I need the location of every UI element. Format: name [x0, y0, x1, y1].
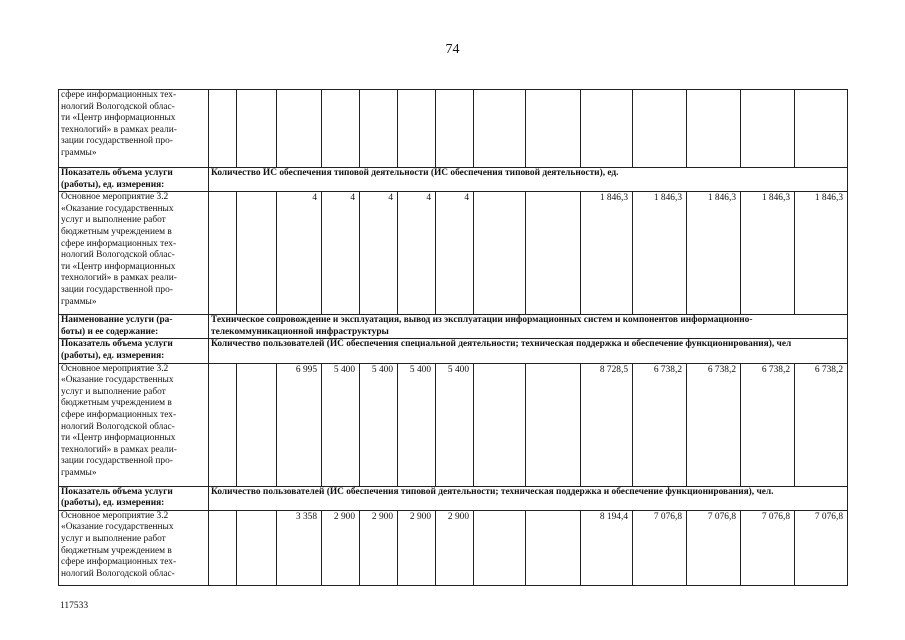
value-cell: 7 076,8	[741, 510, 795, 585]
value-cell	[526, 90, 581, 168]
value-cell: 5 400	[398, 363, 436, 486]
page-number: 74	[445, 42, 460, 57]
value-cell	[237, 363, 277, 486]
value-cell	[322, 90, 360, 168]
value-cell	[687, 90, 741, 168]
table-row	[59, 510, 848, 585]
value-cell	[209, 510, 237, 585]
value-cell: 4	[277, 192, 322, 315]
section-description-cell: Количество пользователей (ИС обеспечения специальной деятельности; техническая поддержка и обеспечение функционирования), чел	[209, 339, 848, 363]
value-cell: 8 728,5	[581, 363, 633, 486]
value-cell	[398, 90, 436, 168]
activity-name-cell: сфере информационных тех- нологий Вологодской облас- ти «Центр информационных технологий» в рамках реали- зации государственной про- граммы»	[59, 90, 209, 168]
value-cell: 3 358	[277, 510, 322, 585]
value-cell: 1 846,3	[741, 192, 795, 315]
value-cell: 4	[322, 192, 360, 315]
value-cell	[474, 363, 526, 486]
value-cell: 7 076,8	[633, 510, 687, 585]
value-cell: 6 738,2	[633, 363, 687, 486]
table-section-header-row	[59, 486, 848, 510]
value-cell	[237, 192, 277, 315]
value-cell: 5 400	[360, 363, 398, 486]
value-cell: 4	[436, 192, 474, 315]
value-cell	[237, 510, 277, 585]
value-cell	[237, 90, 277, 168]
value-cell	[209, 363, 237, 486]
value-cell	[209, 90, 237, 168]
section-label-cell: Показатель объема услуги (работы), ед. измерения:	[59, 486, 209, 510]
value-cell: 6 995	[277, 363, 322, 486]
section-label-cell: Показатель объема услуги (работы), ед. измерения:	[59, 168, 209, 192]
value-cell: 1 846,3	[581, 192, 633, 315]
section-description-cell: Количество пользователей (ИС обеспечения типовой деятельности; техническая поддержка и обеспечение функционирования), чел.	[209, 486, 848, 510]
section-label-cell: Наименование услуги (ра- боты) и ее содержание:	[59, 315, 209, 339]
value-cell: 5 400	[322, 363, 360, 486]
value-cell: 7 076,8	[687, 510, 741, 585]
table-row	[59, 192, 848, 315]
value-cell	[526, 363, 581, 486]
value-cell	[436, 90, 474, 168]
activity-name-cell: Основное мероприятие 3.2 «Оказание государственных услуг и выполнение работ бюджетным учреждением в сфере информационных тех- нологий Вологодской облас-	[59, 510, 209, 585]
value-cell: 6 738,2	[687, 363, 741, 486]
value-cell: 7 076,8	[795, 510, 848, 585]
value-cell: 1 846,3	[795, 192, 848, 315]
table-row	[59, 90, 848, 168]
section-description-cell: Количество ИС обеспечения типовой деятельности (ИС обеспечения типовой деятельности), ед.	[209, 168, 848, 192]
value-cell: 5 400	[436, 363, 474, 486]
value-cell	[360, 90, 398, 168]
value-cell	[209, 192, 237, 315]
value-cell: 2 900	[360, 510, 398, 585]
value-cell	[795, 90, 848, 168]
value-cell: 1 846,3	[687, 192, 741, 315]
value-cell: 2 900	[322, 510, 360, 585]
activity-name-cell: Основное мероприятие 3.2 «Оказание государственных услуг и выполнение работ бюджетным учреждением в сфере информационных тех- нологий Вологодской облас- ти «Центр информационных технологий» в рамках реали- зации государственной про- граммы»	[59, 192, 209, 315]
table-section-header-row	[59, 339, 848, 363]
table-row	[59, 363, 848, 486]
value-cell: 8 194,4	[581, 510, 633, 585]
value-cell: 2 900	[436, 510, 474, 585]
value-cell: 1 846,3	[633, 192, 687, 315]
value-cell: 6 738,2	[741, 363, 795, 486]
value-cell	[474, 510, 526, 585]
value-cell: 4	[360, 192, 398, 315]
value-cell	[581, 90, 633, 168]
value-cell	[474, 192, 526, 315]
value-cell: 4	[398, 192, 436, 315]
section-description-cell: Техническое сопровождение и эксплуатация, вывод из эксплуатации информационных систем и компонентов информационно-телекоммуникационной инфраструктуры	[209, 315, 848, 339]
value-cell: 6 738,2	[795, 363, 848, 486]
value-cell	[474, 90, 526, 168]
section-label-cell: Показатель объема услуги (работы), ед. измерения:	[59, 339, 209, 363]
value-cell	[633, 90, 687, 168]
activity-name-cell: Основное мероприятие 3.2 «Оказание государственных услуг и выполнение работ бюджетным учреждением в сфере информационных тех- нологий Вологодской облас- ти «Центр информационных технологий» в рамках реали- зации государственной про- граммы»	[59, 363, 209, 486]
document-code: 117533	[60, 601, 89, 611]
value-cell	[526, 510, 581, 585]
value-cell: 2 900	[398, 510, 436, 585]
table-section-header-row	[59, 168, 848, 192]
value-cell	[741, 90, 795, 168]
budget-table	[58, 89, 848, 586]
table-section-header-row	[59, 315, 848, 339]
value-cell	[526, 192, 581, 315]
value-cell	[277, 90, 322, 168]
